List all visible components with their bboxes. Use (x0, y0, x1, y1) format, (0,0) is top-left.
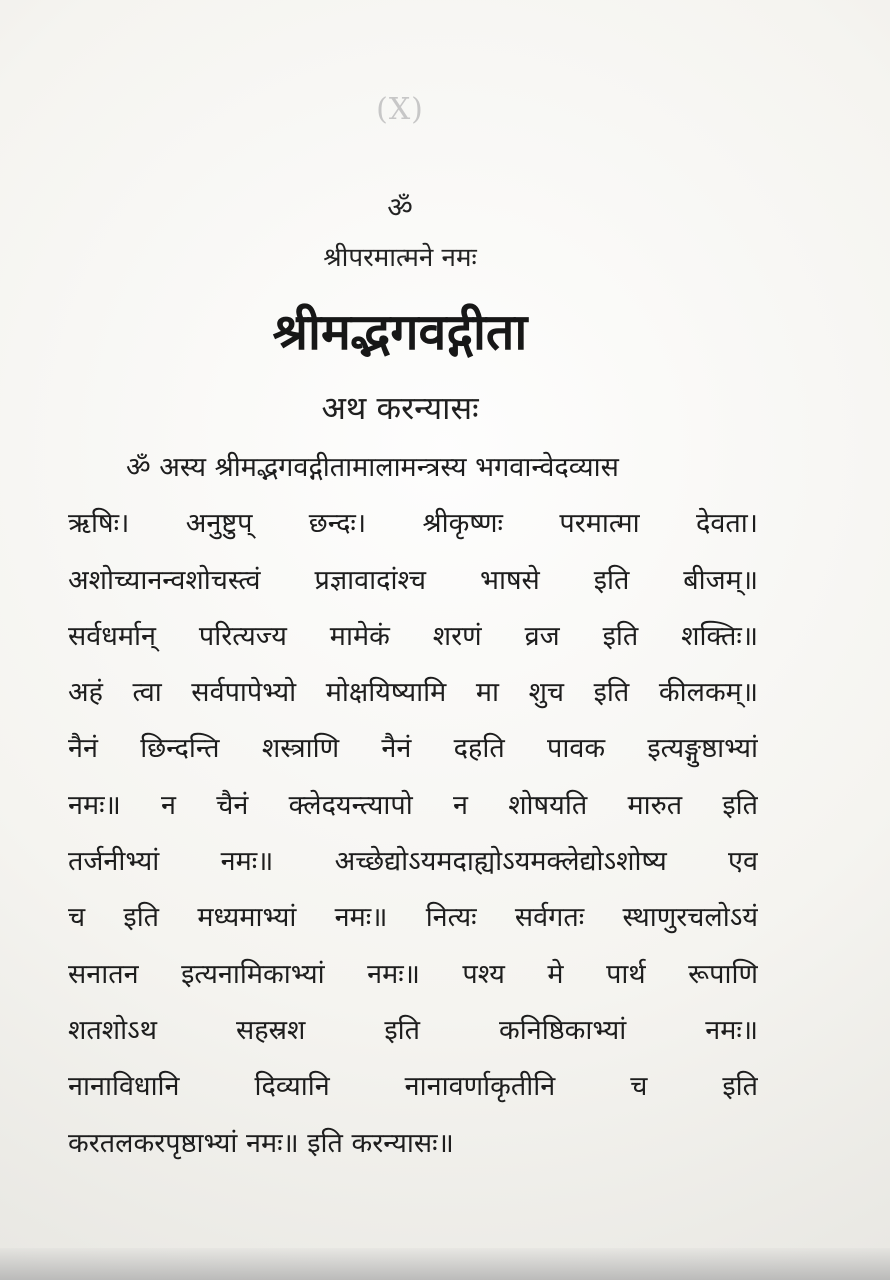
mantra-text (68, 446, 758, 1178)
om-symbol: ॐ (387, 191, 413, 224)
text-line-9: च इति मध्यमाभ्यां नमः॥ नित्यः सर्वगतः स्थाणुरचलोऽयं (68, 902, 758, 934)
text-line-3: अशोच्यानन्वशोचस्त्वं प्रज्ञावादांश्च भाषसे इति बीजम्॥ (68, 564, 758, 596)
text-line-11: शतशोऽथ सहस्रश इति कनिष्ठिकाभ्यां नमः॥ (68, 1014, 758, 1046)
text-line-12: नानाविधानि दिव्यानि नानावर्णाकृतीनि च इति (68, 1071, 758, 1103)
page-title: श्रीमद्भगवद्गीता (272, 302, 528, 361)
text-line-4: सर्वधर्मान् परित्यज्य मामेकं शरणं व्रज इति शक्तिः॥ (68, 620, 758, 652)
text-line-1: ॐ अस्य श्रीमद्भगवद्गीतामालामन्त्रस्य भगवान्वेदव्यास (126, 452, 619, 483)
page-number: (X) (376, 92, 424, 127)
text-line-6: नैनं छिन्दन्ति शस्त्राणि नैनं दहति पावक इत्यङ्गुष्ठाभ्यां (68, 733, 758, 765)
page-edge-shadow (0, 1248, 890, 1280)
text-line-5: अहं त्वा सर्वपापेभ्यो मोक्षयिष्यामि मा शुच इति कीलकम्॥ (68, 677, 758, 709)
section-heading: अथ करन्यासः (321, 389, 479, 427)
invocation: श्रीपरमात्मने नमः (323, 243, 477, 273)
text-line-7: नमः॥ न चैनं क्लेदयन्त्यापो न शोषयति मारुत इति (68, 789, 758, 821)
text-line-8: तर्जनीभ्यां नमः॥ अच्छेद्योऽयमदाह्योऽयमक्लेद्योऽशोष्य एव (68, 846, 758, 878)
text-line-10: सनातन इत्यनामिकाभ्यां नमः॥ पश्य मे पार्थ रूपाणि (68, 958, 758, 990)
text-line-13: करतलकरपृष्ठाभ्यां नमः॥ इति करन्यासः॥ (68, 1127, 454, 1159)
text-line-2: ऋषिः। अनुष्टुप् छन्दः। श्रीकृष्णः परमात्मा देवता। (68, 508, 758, 540)
